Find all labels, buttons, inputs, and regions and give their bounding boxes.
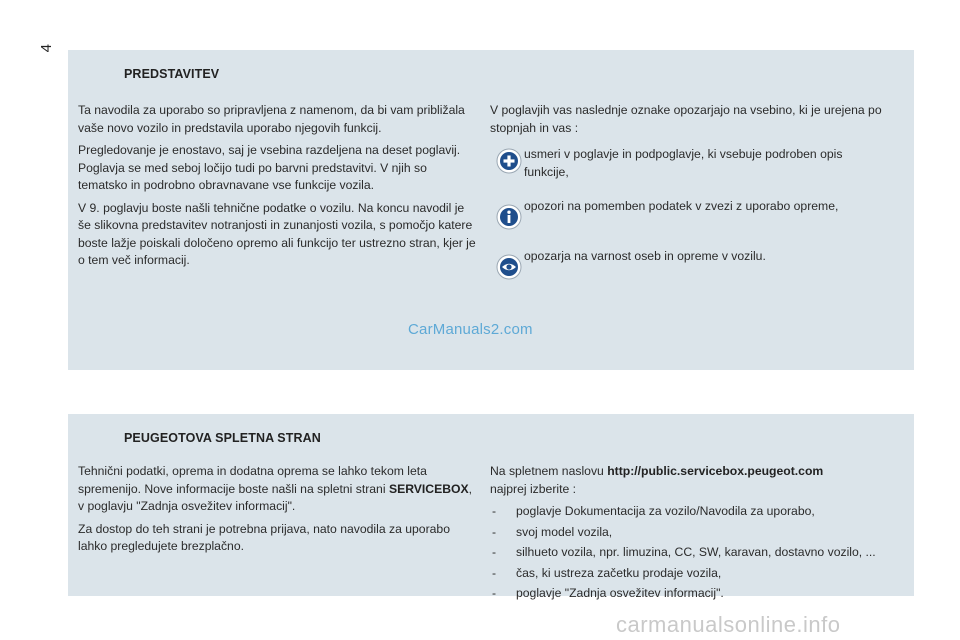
list-item [490,544,914,562]
list-item-text: poglavje "Zadnja osvežitev informacij". [516,586,724,600]
legend-text: usmeri v poglavje in podpoglavje, ki vsebuje podroben opis funkcije, [524,147,843,179]
watermark-text: CarManuals2.com [408,321,533,338]
website-left-column [78,463,478,561]
intro-paragraph: Pregledovanje je enostavo, saj je vsebina razdeljena na deset poglavij. Poglavja se med seboj ločijo tudi po barvni predstavitvi. V njih so tematsko in podrobno obravnavane vse funkcije vozila. [78,143,461,192]
legend-intro: V poglavjih vas naslednje oznake opozarjajo na vsebino, ki je urejena po stopnjah in vas : [490,103,882,135]
legend-item-plus [496,146,912,186]
list-item-text: čas, ki ustreza začetku prodaje vozila, [516,565,722,580]
servicebox-label: SERVICEBOX [388,481,469,496]
website-panel [68,414,914,600]
legend-item-info [496,198,912,238]
list-item [490,524,914,542]
intro-panel [68,50,914,370]
plus-icon [496,148,522,174]
intro-paragraph: V 9. poglavju boste našli tehnične podatke o vozilu. Na koncu navodil je še slikovna predstavitev notranjosti in zunanjosti vozila, s pomočjo katere boste lažje poiskali določeno opremo ali funkcijo ter ustrezno stran, kjer je o tem več informacij. [78,200,476,267]
section-title-intro: PREDSTAVITEV [124,67,220,81]
steps-list [490,503,914,603]
info-icon [496,204,522,230]
paragraph-text: , v poglavju "Zadnja osvežitev informacij". [78,481,473,513]
intro-paragraph: Ta navodila za uporabo so pripravljena z namenom, da bi vam približala vaše novo vozilo in predstavila uporabo njegovih funkcij. [78,103,465,135]
list-item [490,503,914,521]
legend-text: opozori na pomemben podatek v zvezi z uporabo opreme, [524,199,839,213]
intro-right-column [490,102,914,142]
list-item-text: poglavje Dokumentacija za vozilo/Navodila za uporabo, [516,504,815,518]
list-dash: - [492,586,497,600]
list-item [490,585,914,603]
servicebox-url[interactable]: http://public.servicebox.peugeot.com [607,464,824,478]
list-item-text: silhueto vozila, npr. limuzina, CC, SW, karavan, dostavno vozilo, ... [516,545,876,559]
website-intro [490,463,914,498]
intro-text: Na spletnem naslovu [490,464,608,478]
website-paragraph [78,463,478,516]
list-item [490,565,914,583]
website-paragraph: Za dostop do teh strani je potrebna prijava, nato navodila za uporabo lahko pregledujete brezplačno. [78,521,450,553]
list-item-text: svoj model vozila, [516,524,613,539]
intro-left-column [78,102,478,275]
list-dash: - [492,504,497,518]
intro-text: najprej izberite : [490,481,577,496]
paragraph-text: Tehnični podatki, oprema in dodatna oprema se lahko tekom leta spremenijo. Nove informacije boste našli na spletni strani [78,464,427,496]
legend-item-eye [496,248,912,288]
eye-icon [496,254,522,280]
list-dash: - [492,565,497,580]
footer-watermark: carmanualsonline.info [616,612,841,637]
website-right-column [490,463,914,606]
legend-text: opozarja na varnost oseb in opreme v vozilu. [524,249,766,263]
list-dash: - [492,524,497,539]
section-title-website: PEUGEOTOVA SPLETNA STRAN [124,431,321,445]
page-number: 4 [38,44,55,53]
list-dash: - [492,545,497,559]
